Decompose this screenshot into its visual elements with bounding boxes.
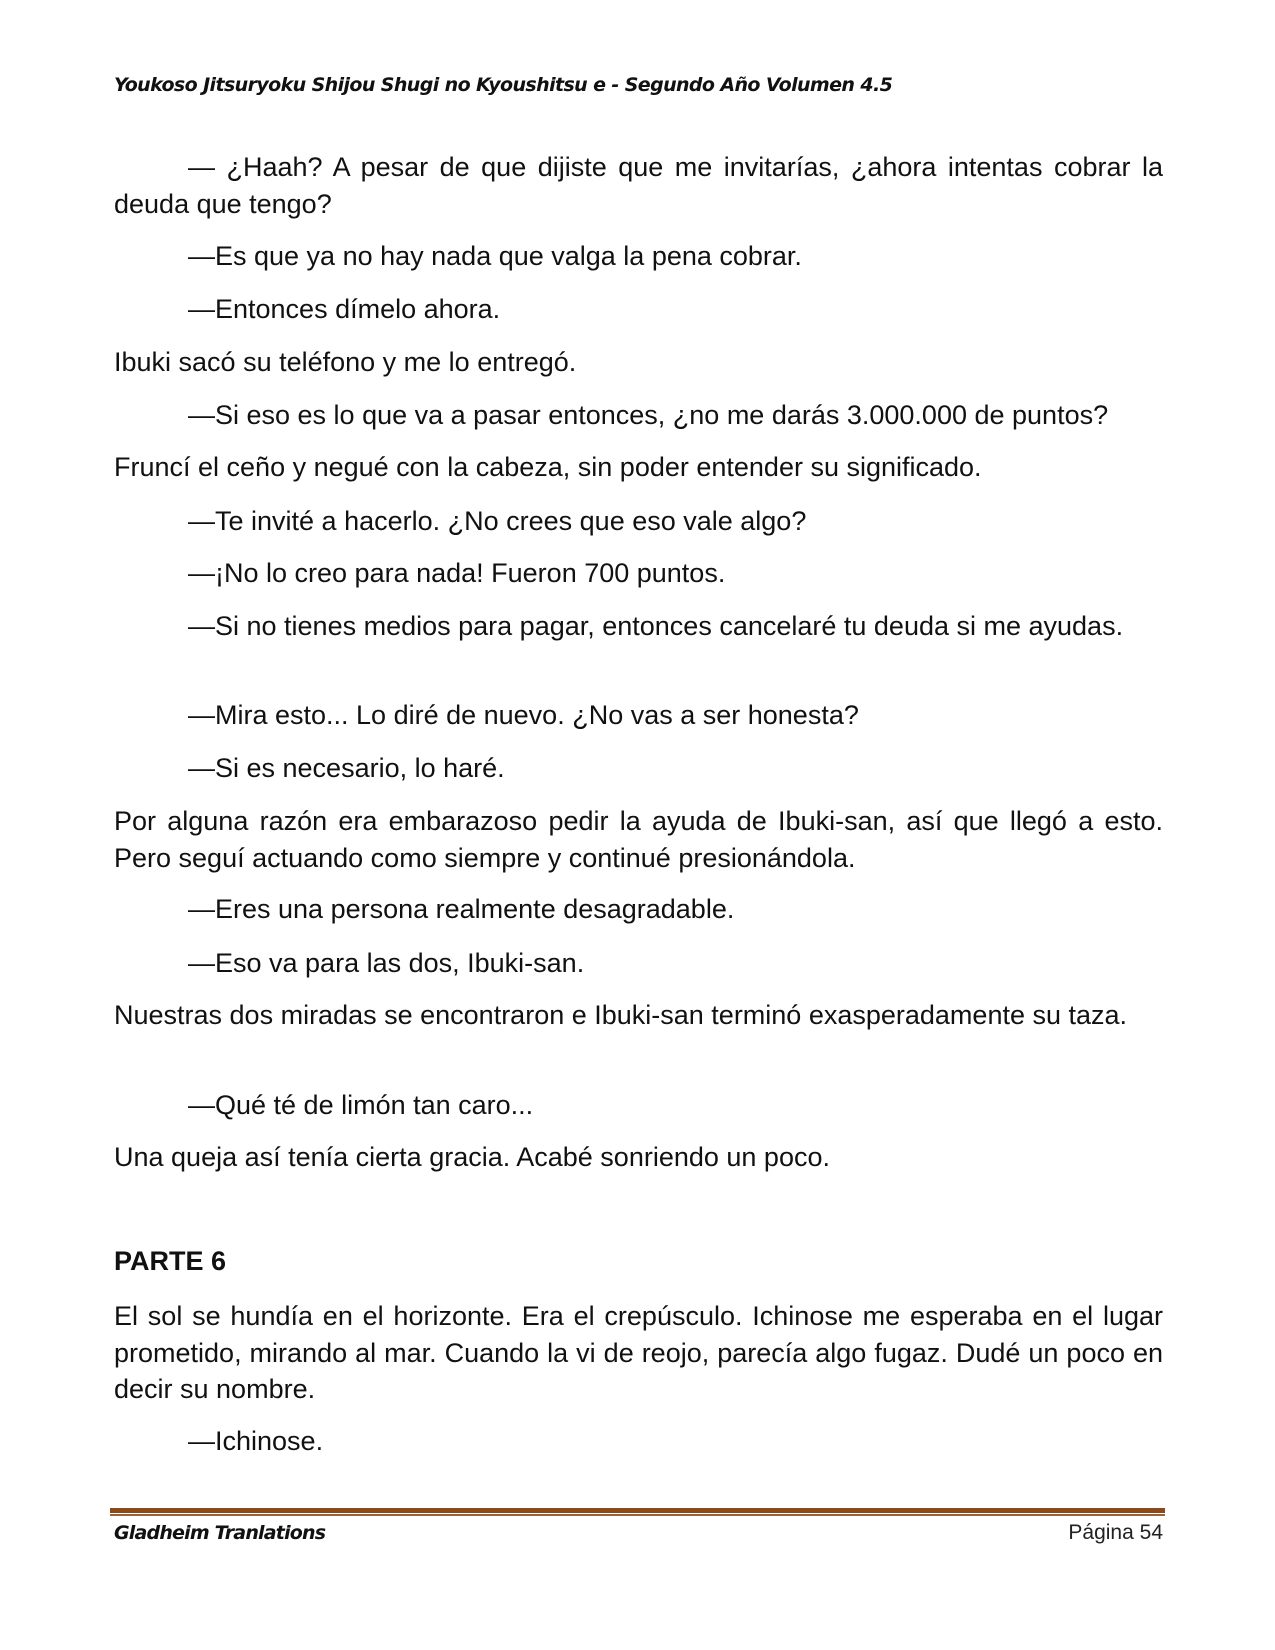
paragraph: —Eres una persona realmente desagradable. (188, 894, 735, 924)
paragraph: Una queja así tenía cierta gracia. Acabé sonriendo un poco. (114, 1142, 830, 1172)
paragraph: —Entonces dímelo ahora. (188, 294, 501, 324)
running-header: Youkoso Jitsuryoku Shijou Shugi no Kyoushitsu e - Segundo Año Volumen 4.5 (114, 74, 893, 96)
paragraph: —¡No lo creo para nada! Fueron 700 puntos. (188, 558, 726, 588)
page-label: Página (1068, 1521, 1134, 1544)
paragraph: Ibuki sacó su teléfono y me lo entregó. (114, 347, 577, 377)
page-number-value: 54 (1139, 1521, 1163, 1544)
paragraph: —Es que ya no hay nada que valga la pena cobrar. (188, 241, 802, 271)
footer-rule (110, 1508, 1165, 1517)
paragraph: El sol se hundía en el horizonte. Era el crepúsculo. Ichinose me esperaba en el lugar prometido, mirando al mar. Cuando la vi de reojo, parecía algo fugaz. Dudé un poco en decir su nombre. (114, 1301, 1163, 1404)
paragraph: —Mira esto... Lo diré de nuevo. ¿No vas a ser honesta? (188, 700, 859, 730)
paragraph: —Si es necesario, lo haré. (188, 753, 505, 783)
paragraph: Fruncí el ceño y negué con la cabeza, sin poder entender su significado. (114, 452, 982, 482)
paragraph: —Ichinose. (188, 1426, 324, 1456)
footer-credit: Gladheim Tranlations (114, 1522, 326, 1544)
paragraph: Por alguna razón era embarazoso pedir la ayuda de Ibuki-san, así que llegó a esto. Pero seguí actuando como siempre y continué presionándola. (114, 806, 1163, 873)
paragraph: —Si no tienes medios para pagar, entonces cancelaré tu deuda si me ayudas. (188, 611, 1124, 641)
paragraph: Nuestras dos miradas se encontraron e Ibuki-san terminó exasperadamente su taza. (114, 1000, 1128, 1030)
paragraph: —Qué té de limón tan caro... (188, 1090, 534, 1120)
page-number (1068, 1521, 1163, 1545)
section-heading: PARTE 6 (114, 1246, 227, 1276)
paragraph: —Eso va para las dos, Ibuki-san. (188, 948, 585, 978)
paragraph: —Si eso es lo que va a pasar entonces, ¿no me darás 3.000.000 de puntos? (188, 400, 1109, 430)
paragraph: —Te invité a hacerlo. ¿No crees que eso vale algo? (188, 506, 807, 536)
paragraph: — ¿Haah? A pesar de que dijiste que me invitarías, ¿ahora intentas cobrar la deuda que tengo? (114, 152, 1163, 219)
